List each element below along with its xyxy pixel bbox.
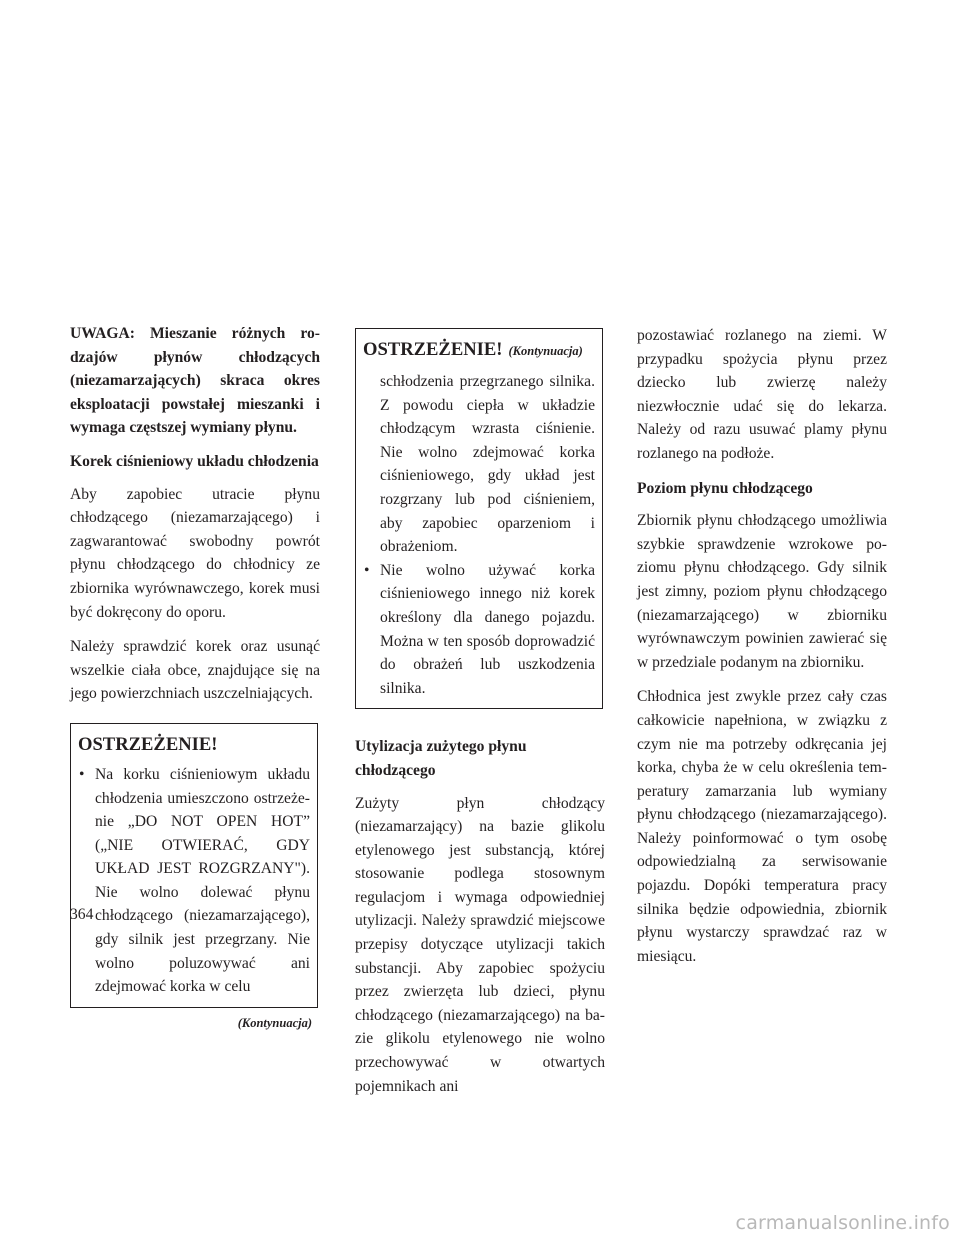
paragraph-spill-warning: pozostawiać rozlanego na ziemi. W przypadku spożycia płynu przez dziecko lub zwierzę należy niezwłocznie udać się do lekarza. Należy od razu usuwać plamy płynu rozlanego na podłoże. bbox=[637, 327, 887, 462]
paragraph-cap-inspection: Należy sprawdzić korek oraz usunąć wszelkie ciała obce, znajdujące się na jego powierzchniach uszczelniających. bbox=[70, 638, 320, 703]
warning-bullet-text: Nie wolno używać korka ciśnieniowego innego niż korek określony dla danego pojazdu. Można w ten sposób doprowadzić do obrażeń lub uszkodzenia silnika. bbox=[380, 561, 595, 697]
warning-bullet bbox=[78, 763, 310, 999]
heading-coolant-level: Poziom płynu chłodzącego bbox=[637, 479, 813, 497]
bullet-icon: • bbox=[79, 765, 85, 783]
column-right bbox=[637, 324, 887, 979]
bullet-icon: • bbox=[364, 561, 370, 579]
note-mixing-coolants: UWAGA: Mieszanie różnych rodzajów płynów chłodzących (niezamarzających) skraca okres eksploatacji powstałej mieszanki i wymaga częstszej wymiany płynu. bbox=[70, 325, 320, 437]
warning-title: OSTRZEŻENIE! bbox=[78, 733, 218, 755]
page-number: 364 bbox=[70, 906, 94, 923]
warning-box bbox=[70, 723, 318, 1008]
warning-title-text: OSTRZEŻENIE! bbox=[363, 339, 503, 360]
warning-continued-label: (Kontynuacja) bbox=[508, 344, 583, 358]
paragraph-radiator-full: Chłodnica jest zwykle przez cały czas całkowicie napełniona, w związku z czym nie ma potrzeby odkręcania jej korka, chyba że w celu określenia temperatury zamarzania lub wymiany płynu chłodzącego (niezamarzającego). Należy poinformować o tym osobę odpowiedzialną za serwisowanie pojazdu. Dopóki temperatura pracy silnika będzie odpowiednia, zbiornik płynu wystarczy sprawdzać raz w miesiącu. bbox=[637, 688, 887, 965]
paragraph-reservoir-check: Zbiornik płynu chłodzącego umożliwia szybkie sprawdzenie wzrokowe poziomu płynu chłodzącego. Gdy silnik jest zimny, poziom płynu chłodzącego (niezamarzającego) w zbiorniku wyrównawczym powinien zawierać się w przedziale podanym na zbiorniku. bbox=[637, 512, 887, 671]
paragraph-coolant-disposal: Zużyty płyn chłodzący (niezamarzający) na bazie glikolu etylenowego jest substancją, której stosowanie podlega stosownym regulacjom i wymaga odpowiedniej utylizacji. Należy sprawdzić miejscowe przepisy dotyczące utylizacji takich substancji. Aby zapobiec spożyciu przez zwierzęta lub dzieci, płynu chłodzącego (niezamarzającego) na bazie glikolu etylenowego nie wolno przechowywać w otwartych pojemnikach ani bbox=[355, 794, 605, 1095]
column-middle bbox=[355, 322, 605, 1109]
warning-bullet-text: Na korku ciśnieniowym układu chłodzenia umieszczono ostrzeżenie „DO NOT OPEN HOT” („NIE OTWIERAĆ, GDY UKŁAD JEST ROZGRZANY"). Nie wolno dolewać płynu chłodzącego (niezamarzającego), gdy silnik jest przegrzany. Nie wolno poluzowywać ani zdejmować korka w celu bbox=[95, 765, 310, 996]
warning-title bbox=[363, 336, 595, 365]
heading-pressure-cap: Korek ciśnieniowy układu chłodzenia bbox=[70, 452, 319, 470]
continued-label: (Kontynuacja) bbox=[237, 1015, 312, 1030]
warning-continued-text: schłodzenia przegrzanego silnika. Z powodu ciepła w układzie chłodzącym wzrasta ciśnienie. Nie wolno zdejmować korka ciśnieniowego, gdy układ jest rozgrzany lub pod ciśnieniem, aby zapobiec oparzeniom i obrażeniom. bbox=[380, 373, 595, 556]
warning-bullet bbox=[363, 559, 595, 701]
paragraph-cap-tightening: Aby zapobiec utracie płynu chłodzącego (niezamarzającego) i zagwarantować swobodny powrót płynu chłodzącego do chłodnicy ze zbiornika wyrównawczego, korek musi być dokręcony do oporu. bbox=[70, 485, 320, 621]
heading-coolant-disposal: Utylizacja zużytego płynu chłodzącego bbox=[355, 738, 527, 779]
warning-box-continued bbox=[355, 328, 603, 709]
watermark: carmanualsonline.info bbox=[735, 1212, 950, 1235]
column-left bbox=[70, 322, 320, 1035]
